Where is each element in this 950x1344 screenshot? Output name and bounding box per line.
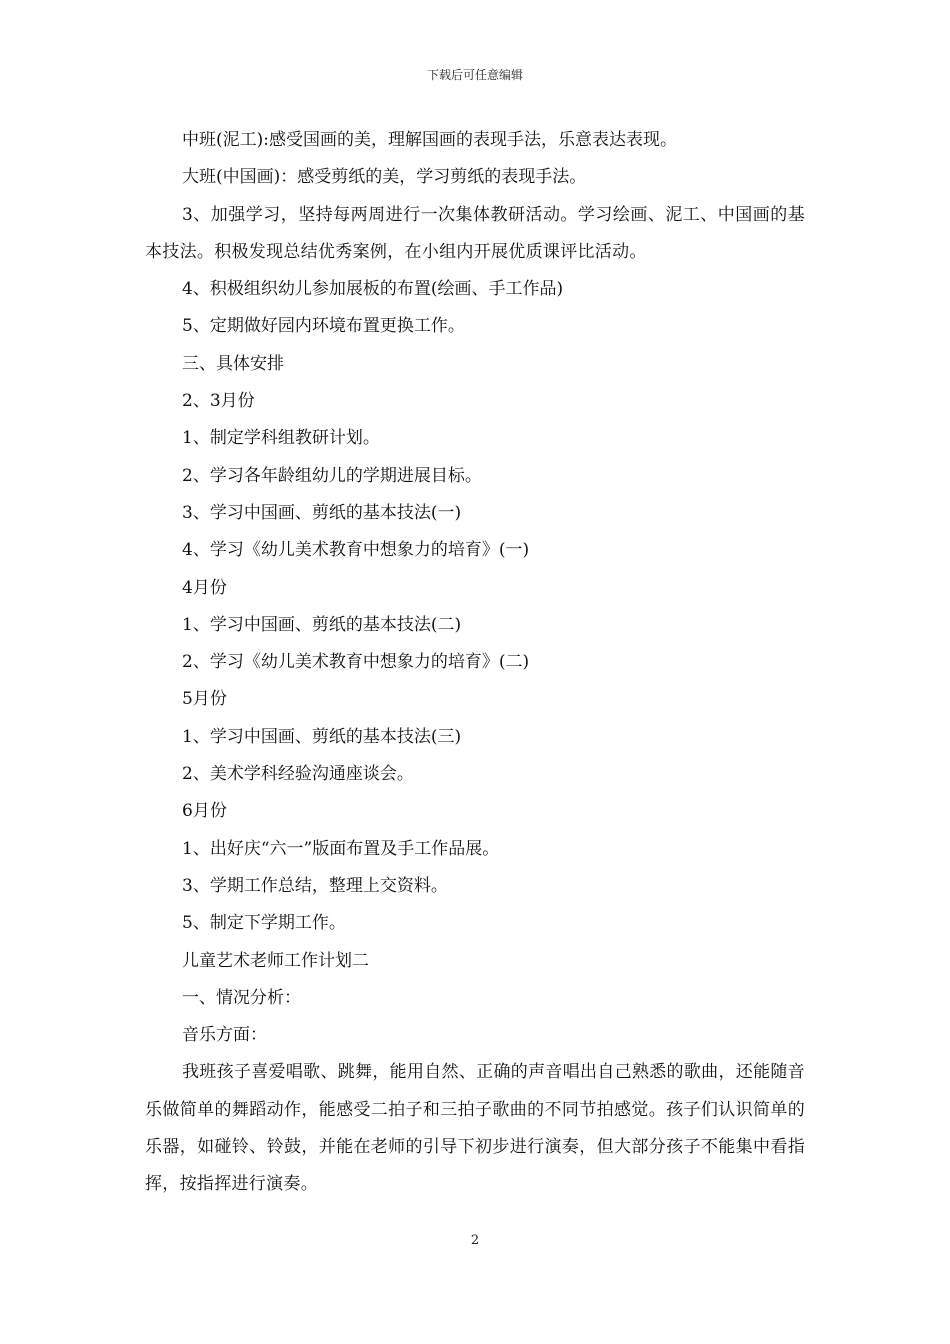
list-item: 1、学习中国画、剪纸的基本技法(二) <box>182 614 462 635</box>
list-item: 2、美术学科经验沟通座谈会。 <box>182 764 414 785</box>
list-item: 1、学习中国画、剪纸的基本技法(三) <box>182 726 462 747</box>
month-heading: 4月份 <box>182 577 227 598</box>
list-item: 3、学习中国画、剪纸的基本技法(一) <box>182 502 462 523</box>
text-line: 5、定期做好园内环境布置更换工作。 <box>182 316 465 337</box>
list-item: 2、学习各年龄组幼儿的学期进展目标。 <box>182 465 482 486</box>
document-body <box>145 122 805 1204</box>
list-item: 1、制定学科组教研计划。 <box>182 428 380 449</box>
month-heading: 5月份 <box>182 689 227 710</box>
month-heading: 2、3月份 <box>182 391 255 412</box>
list-item: 2、学习《幼儿美术教育中想象力的培育》(二) <box>182 652 530 673</box>
document-title: 儿童艺术老师工作计划二 <box>182 950 369 971</box>
list-item: 1、出好庆“六一”版面布置及手工作品展。 <box>182 838 500 859</box>
list-item: 4、学习《幼儿美术教育中想象力的培育》(一) <box>182 540 530 561</box>
text-line: 大班(中国画)：感受剪纸的美，学习剪纸的表现手法。 <box>182 167 587 188</box>
text-line: 中班(泥工):感受国画的美，理解国画的表现手法，乐意表达表现。 <box>182 130 677 150</box>
subsection-heading: 音乐方面： <box>182 1025 267 1046</box>
section-heading: 三、具体安排 <box>182 353 284 374</box>
month-heading: 6月份 <box>182 801 227 822</box>
paragraph: 3、加强学习，坚持每两周进行一次集体教研活动。学习绘画、泥工、中国画的基本技法。积极发现总结优秀案例，在小组内开展优质课评比活动。 <box>145 204 805 262</box>
list-item: 5、制定下学期工作。 <box>182 913 346 934</box>
text-line: 4、积极组织幼儿参加展板的布置(绘画、手工作品) <box>182 279 564 300</box>
page-number: 2 <box>470 1233 480 1248</box>
paragraph: 我班孩子喜爱唱歌、跳舞，能用自然、正确的声音唱出自己熟悉的歌曲，还能随音乐做简单的舞蹈动作，能感受二拍子和三拍子歌曲的不同节拍感觉。孩子们认识简单的乐器，如碰铃、铃鼓，并能在老师的引导下初步进行演奏，但大部分孩子不能集中看指挥，按指挥进行演奏。 <box>145 1062 805 1195</box>
section-heading: 一、情况分析： <box>182 987 301 1008</box>
page-header: 下载后可任意编辑 <box>426 68 523 82</box>
list-item: 3、学期工作总结，整理上交资料。 <box>182 875 448 896</box>
